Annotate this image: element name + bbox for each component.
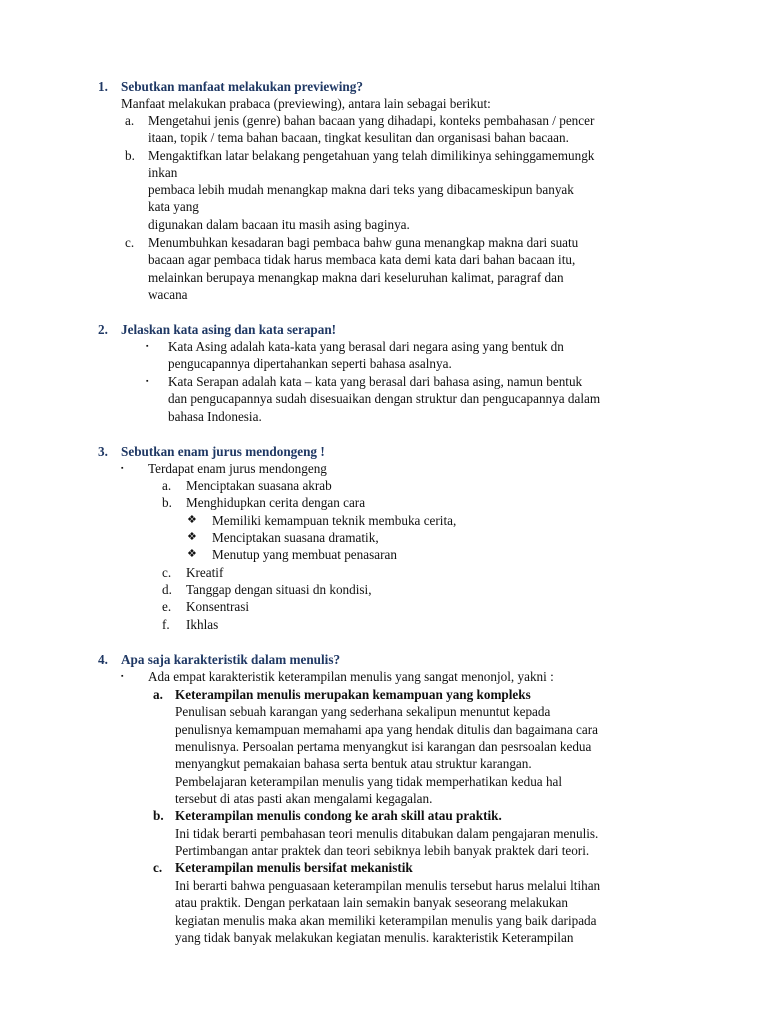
list-item: Menciptakan suasana akrab: [186, 478, 332, 493]
item-b-marker: b.: [162, 495, 172, 510]
item-c-line: wacana: [148, 287, 188, 302]
sub-list-item: Menciptakan suasana dramatik,: [212, 530, 379, 545]
square-bullet-icon: ▪: [121, 464, 124, 472]
question-3-lead: Terdapat enam jurus mendongeng: [148, 461, 327, 476]
item-a-line: tersebut di atas pasti akan mengalami kegagalan.: [175, 791, 433, 806]
diamond-bullet-icon: ❖: [187, 514, 197, 526]
item-a-marker: a.: [125, 113, 135, 128]
item-c-line: Menumbuhkan kesadaran bagi pembaca bahw guna menangkap makna dari suatu: [148, 235, 579, 250]
item-b-line: kata yang: [148, 199, 199, 214]
item-a-marker: a.: [153, 687, 163, 702]
question-3-title: Sebutkan enam jurus mendongeng !: [121, 444, 325, 459]
item-c-line: Ini berarti bahwa penguasaan keterampilan menulis tersebut harus melalui ltihan: [175, 878, 601, 893]
item-e-marker: e.: [162, 599, 172, 614]
item-a-line: Mengetahui jenis (genre) bahan bacaan yang dihadapi, konteks pembahasan / pencer: [148, 113, 595, 128]
list-item: Kreatif: [186, 565, 224, 580]
list-item: Menghidupkan cerita dengan cara: [186, 495, 366, 510]
question-3-number: 3.: [98, 444, 108, 459]
list-item: Tanggap dengan situasi dn kondisi,: [186, 582, 372, 597]
square-bullet-icon: ▪: [121, 672, 124, 680]
item-c-marker: c.: [153, 860, 163, 875]
item-line: bahasa Indonesia.: [168, 409, 262, 424]
item-c-line: kegiatan menulis maka akan memiliki keterampilan menulis yang baik daripada: [175, 913, 597, 928]
item-c-marker: c.: [162, 565, 172, 580]
item-line: dan pengucapannya sudah disesuaikan dengan struktur dan pengucapannya dalam: [168, 391, 601, 406]
item-c-line: atau praktik. Dengan perkataan lain semakin banyak seseorang melakukan: [175, 895, 568, 910]
item-b-line: pembaca lebih mudah menangkap makna dari teks yang dibacameskipun banyak: [148, 182, 574, 197]
item-a-marker: a.: [162, 478, 172, 493]
question-1-title: Sebutkan manfaat melakukan previewing?: [121, 79, 363, 94]
question-4-title: Apa saja karakteristik dalam menulis?: [121, 652, 341, 667]
item-a-line: menulisnya. Persoalan pertama menyangkut isi karangan dan pesrsoalan kedua: [175, 739, 592, 754]
question-1-intro: Manfaat melakukan prabaca (previewing), antara lain sebagai berikut:: [121, 96, 491, 111]
item-b-marker: b.: [125, 148, 135, 163]
diamond-bullet-icon: ❖: [187, 548, 197, 560]
item-a-line: Pembelajaran keterampilan menulis yang tidak memperhatikan kedua hal: [175, 774, 563, 789]
square-bullet-icon: ▪: [146, 342, 149, 350]
item-line: Kata Asing adalah kata-kata yang berasal dari negara asing yang bentuk dn: [168, 339, 564, 354]
item-a-line: penulisnya kemampuan memahami apa yang hendak ditulis dan bagaimana cara: [175, 722, 598, 737]
question-4-number: 4.: [98, 652, 108, 667]
item-a-heading: Keterampilan menulis merupakan kemampuan yang kompleks: [175, 687, 531, 702]
question-1-number: 1.: [98, 79, 108, 94]
item-f-marker: f.: [162, 617, 170, 632]
item-b-line: digunakan dalam bacaan itu masih asing baginya.: [148, 217, 410, 232]
diamond-bullet-icon: ❖: [187, 531, 197, 543]
sub-list-item: Menutup yang membuat penasaran: [212, 547, 397, 562]
item-b-line: Mengaktifkan latar belakang pengetahuan yang telah dimilikinya sehinggamemungk: [148, 148, 595, 163]
question-4-lead: Ada empat karakteristik keterampilan menulis yang sangat menonjol, yakni :: [148, 669, 554, 684]
list-item: Konsentrasi: [186, 599, 249, 614]
question-2-number: 2.: [98, 322, 108, 337]
item-line: Kata Serapan adalah kata – kata yang berasal dari bahasa asing, namun bentuk: [168, 374, 583, 389]
item-b-line: Pertimbangan antar praktek dan teori sebiknya lebih banyak praktek dari teori.: [175, 843, 590, 858]
item-c-line: yang tidak banyak melakukan kegiatan menulis. karakteristik Keterampilan: [175, 930, 574, 945]
sub-list-item: Memiliki kemampuan teknik membuka cerita,: [212, 513, 457, 528]
item-a-line: itaan, topik / tema bahan bacaan, tingkat kesulitan dan organisasi bahan bacaan.: [148, 130, 569, 145]
item-d-marker: d.: [162, 582, 172, 597]
item-b-line: inkan: [148, 165, 178, 180]
list-item: Ikhlas: [186, 617, 219, 632]
item-a-line: menyangkut pemakaian bahasa serta bentuk atau struktur karangan.: [175, 756, 532, 771]
square-bullet-icon: ▪: [146, 377, 149, 385]
item-c-heading: Keterampilan menulis bersifat mekanistik: [175, 860, 413, 875]
item-c-marker: c.: [125, 235, 135, 250]
question-2-title: Jelaskan kata asing dan kata serapan!: [121, 322, 337, 337]
item-a-line: Penulisan sebuah karangan yang sederhana sekalipun menuntut kepada: [175, 704, 551, 719]
item-b-line: Ini tidak berarti pembahasan teori menulis ditabukan dalam pengajaran menulis.: [175, 826, 599, 841]
item-b-heading: Keterampilan menulis condong ke arah skill atau praktik.: [175, 808, 502, 823]
item-c-line: bacaan agar pembaca tidak harus membaca kata demi kata dari bahan bacaan itu,: [148, 252, 576, 267]
item-line: pengucapannya dipertahankan seperti bahasa asalnya.: [168, 356, 452, 371]
item-b-marker: b.: [153, 808, 164, 823]
item-c-line: melainkan berupaya menangkap makna dari keseluruhan kalimat, paragraf dan: [148, 270, 564, 285]
